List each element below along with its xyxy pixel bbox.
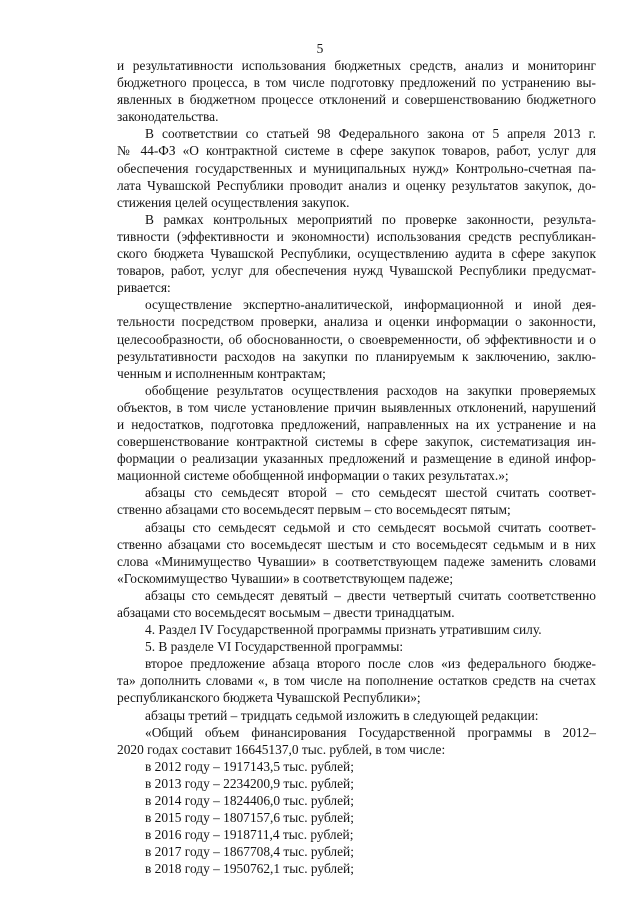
text-line: и результативности использования бюджетных средств, анализ и мониторинг: [117, 58, 596, 73]
text-line: обеспечения государственных и муниципальных нужд» Контрольно-счетная па-: [117, 160, 596, 176]
text-line: в 2015 году – 1807157,6 тыс. рублей;: [145, 810, 354, 826]
document-body: [117, 57, 596, 878]
text-line: и недостатков, подготовка предложений, направленных на их устранение и на: [117, 416, 596, 432]
text-line: 5. В разделе VI Государственной программы:: [145, 639, 404, 655]
text-line: ченным и исполненным контрактам;: [117, 365, 326, 381]
text-line: второе предложение абзаца второго после слов «из федерального бюдже-: [145, 656, 596, 672]
text-line: тельности посредством проверки, анализа и оценки информации о законности,: [117, 314, 596, 330]
text-line: республиканского бюджета Чувашской Республики»;: [117, 690, 421, 706]
text-line: формации о реализации указанных предложений и размещение в единой инфор-: [117, 451, 596, 467]
text-line: «Общий объем финансирования Государственной программы в 2012–: [145, 724, 596, 740]
page-number: 5: [316, 41, 324, 56]
text-line: та» дополнить словами «, в том числе на пополнение остатков средств на счетах: [117, 673, 596, 689]
text-line: № 44-ФЗ «О контрактной системе в сфере закупок товаров, работ, услуг для: [117, 143, 596, 159]
text-line: в 2016 году – 1918711,4 тыс. рублей;: [145, 827, 354, 843]
text-line: ривается:: [117, 280, 171, 296]
text-line: ственно абзацами сто восемьдесят первым – сто восемьдесят пятым;: [117, 502, 511, 518]
text-line: абзацы сто семьдесят девятый – двести четвертый считать соответственно: [145, 587, 596, 603]
text-line: абзацы сто семьдесят седьмой и сто семьдесят восьмой считать соответ-: [145, 519, 596, 535]
text-line: в 2014 году – 1824406,0 тыс. рублей;: [145, 793, 354, 809]
text-line: объектов, в том числе установление причин выявленных отклонений, нарушений: [117, 399, 596, 415]
text-line: «Госкомимущество Чувашии» в соответствующем падеже;: [117, 570, 454, 586]
text-line: товаров, работ, услуг для обеспечения нужд Чувашской Республики предусмат-: [117, 263, 596, 279]
text-line: целесообразности, об обоснованности, о своевременности, об эффективности и о: [117, 331, 596, 347]
text-line: слова «Минимущество Чувашии» в соответствующем падеже заменить словами: [117, 553, 596, 569]
text-line: ственно абзацами сто восемьдесят шестым и сто восемьдесят седьмым и в них: [117, 536, 596, 552]
text-line: в 2012 году – 1917143,5 тыс. рублей;: [145, 758, 354, 774]
text-line: законодательства.: [117, 109, 219, 125]
text-line: 4. Раздел IV Государственной программы признать утратившим силу.: [145, 622, 542, 638]
text-line: В соответствии со статьей 98 Федерального закона от 5 апреля 2013 г.: [145, 126, 596, 142]
text-line: явленных в бюджетном процессе отклонений и совершенствованию бюджетного: [117, 92, 596, 108]
text-line: абзацы третий – тридцать седьмой изложить в следующей редакции:: [145, 707, 539, 723]
text-line: в 2018 году – 1950762,1 тыс. рублей;: [145, 861, 354, 877]
text-line: результативности расходов на закупки по планируемым к заключению, заклю-: [117, 348, 596, 364]
text-line: ского бюджета Чувашской Республики, осуществлению аудита в сфере закупок: [117, 246, 596, 262]
text-line: В рамках контрольных мероприятий по проверке законности, результа-: [145, 211, 596, 227]
text-line: совершенствование контрактной системы в сфере закупок, систематизация ин-: [117, 434, 596, 450]
text-line: тивности (эффективности и экономности) использования средств республикан-: [117, 228, 596, 244]
text-line: бюджетного процесса, в том числе подготовку предложений по устранению вы-: [117, 75, 596, 91]
text-line: мационной системе обобщенной информации о таких результатах.»;: [117, 468, 509, 484]
text-line: обобщение результатов осуществления расходов на закупки проверяемых: [145, 382, 596, 398]
text-line: абзацы сто семьдесят второй – сто семьдесят шестой считать соответ-: [145, 485, 596, 501]
text-line: абзацами сто восемьдесят восьмым – двести тринадцатым.: [117, 605, 455, 620]
text-line: лата Чувашской Республики проводит анализ и оценку результатов закупок, до-: [117, 177, 596, 193]
text-line: в 2017 году – 1867708,4 тыс. рублей;: [145, 844, 354, 860]
text-line: стижения целей осуществления закупок.: [117, 194, 350, 210]
text-line: в 2013 году – 2234200,9 тыс. рублей;: [145, 775, 354, 791]
text-line: осуществление экспертно-аналитической, информационной и иной дея-: [145, 297, 596, 313]
text-line: 2020 годах составит 16645137,0 тыс. рублей, в том числе:: [117, 741, 446, 757]
